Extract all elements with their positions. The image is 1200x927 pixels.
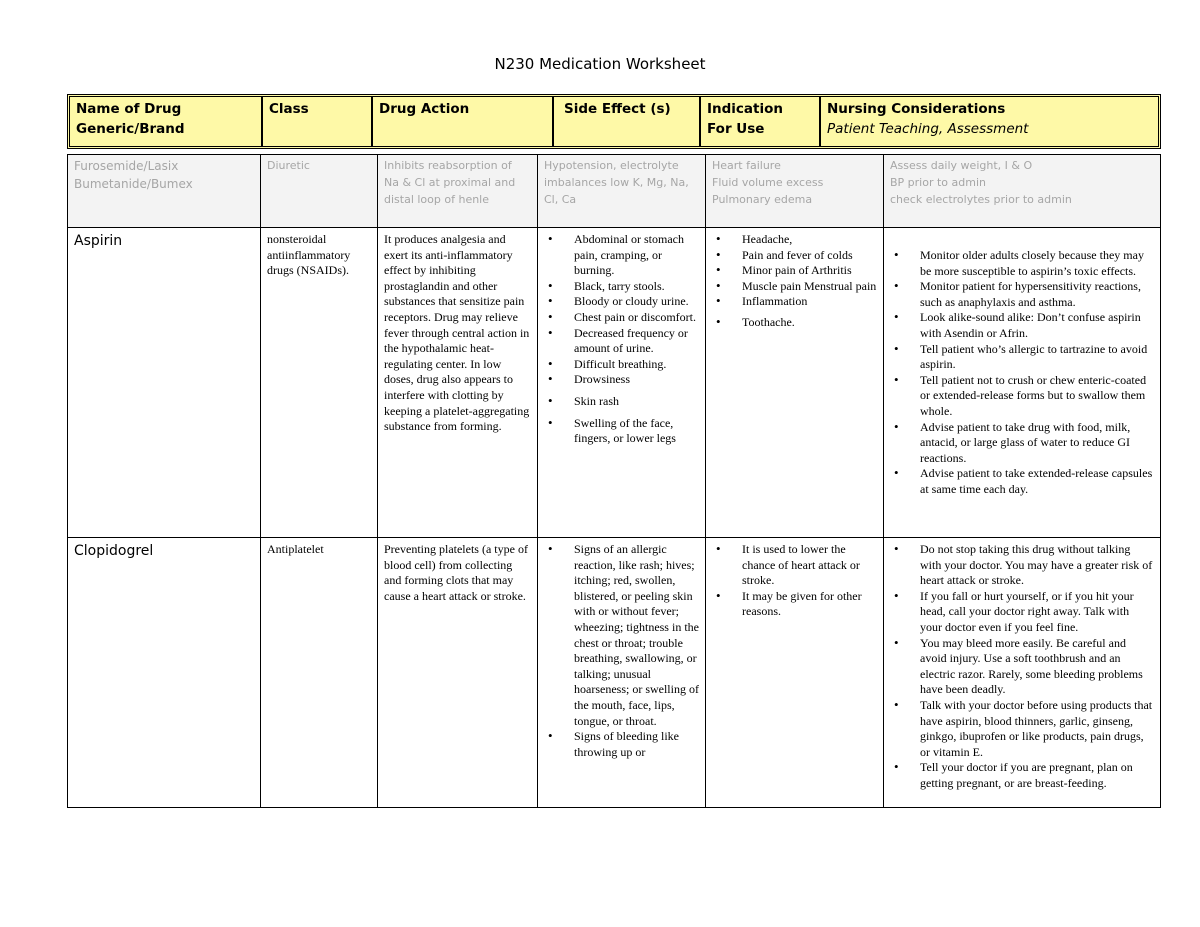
side-effects-list [544,232,699,447]
list-item: • Tell patient not to crush or chew enteric-coated or extended-release forms but to swallow them whole. [890,373,1154,420]
drug-name-clopidogrel: Clopidogrel [68,538,261,807]
list-item: • If you fall or hurt yourself, or if you hit your head, call your doctor right away. Talk with your doctor even if you feel fine. [890,589,1154,636]
list-item: • Bloody or cloudy urine. [544,294,699,310]
nursing-clopidogrel [884,538,1160,807]
header-name-line1: Name of Drug [76,101,182,117]
sample-side-effects [538,155,706,227]
list-item: • Tell patient who’s allergic to tartrazine to avoid aspirin. [890,342,1154,373]
indication-list [712,542,877,620]
sample-side-line: Hypotension, electrolyte [544,159,679,172]
sample-indication [706,155,884,227]
indication-aspirin [706,228,884,537]
table-row-clopidogrel [68,538,1160,807]
sample-indication-line: Heart failure [712,159,781,172]
table-header [67,94,1161,149]
sample-class: Diuretic [261,155,378,227]
list-item: • Do not stop taking this drug without talking with your doctor. You may have a greater risk of heart attack or stroke. [890,542,1154,589]
header-name-line2: Generic/Brand [76,121,185,137]
header-nursing-subtitle: Patient Teaching, Assessment [827,121,1029,137]
list-item: • Pain and fever of colds [712,248,877,264]
sample-nursing-line: BP prior to admin [890,176,986,189]
side-effects-clopidogrel [538,538,706,807]
list-item: • Signs of bleeding like throwing up or [544,729,699,760]
header-indication [701,97,821,146]
header-side-effects: Side Effect (s) [554,97,701,146]
list-item: • Advise patient to take drug with food, milk, antacid, or large glass of water to reduce GI reactions. [890,420,1154,467]
list-item: • Headache, [712,232,877,248]
indication-list [712,232,877,331]
sample-name-line: Furosemide/Lasix [74,159,179,173]
header-indication-line1: Indication [707,101,784,117]
drug-class-aspirin: nonsteroidal antiinflammatory drugs (NSAIDs). [261,228,378,537]
list-item: • It may be given for other reasons. [712,589,877,620]
sample-drug-name [68,155,261,227]
list-item: • Tell your doctor if you are pregnant, plan on getting pregnant, or are breast-feeding. [890,760,1154,791]
header-name-of-drug [70,97,263,146]
list-item: • Difficult breathing. [544,357,699,373]
list-item: • Decreased frequency or amount of urine. [544,326,699,357]
list-item: • Advise patient to take extended-release capsules at same time each day. [890,466,1154,497]
sample-indication-line: Pulmonary edema [712,193,813,206]
list-item: • Signs of an allergic reaction, like rash; hives; itching; red, swollen, blistered, or peeling skin with or without fever; wheezing; tightness in the chest or throat; trouble breathing, swallowing, or talking; unusual hoarseness; or swelling of the mouth, face, lips, tongue, or throat. [544,542,699,729]
header-drug-action: Drug Action [373,97,554,146]
list-item: • Monitor older adults closely because they may be more susceptible to aspirin’s toxic effects. [890,248,1154,279]
list-item: • Muscle pain Menstrual pain [712,279,877,295]
list-item: • Swelling of the face, fingers, or lower legs [544,416,699,447]
list-item: • Toothache. [712,315,877,331]
sample-action-line: Na & Cl at proximal and [384,176,516,189]
page-title: N230 Medication Worksheet [494,55,706,73]
header-nursing-considerations [821,97,1158,146]
list-item: • Skin rash [544,394,699,410]
table-row-sample [68,155,1160,228]
sample-action-line: Inhibits reabsorption of [384,159,512,172]
list-item: • Minor pain of Arthritis [712,263,877,279]
list-item: • It is used to lower the chance of heart attack or stroke. [712,542,877,589]
sample-nursing-line: Assess daily weight, I & O [890,159,1033,172]
nursing-list [890,542,1154,792]
list-item: • Chest pain or discomfort. [544,310,699,326]
side-effects-list [544,542,699,760]
list-item: • Drowsiness [544,372,699,388]
list-item: • Abdominal or stomach pain, cramping, or burning. [544,232,699,279]
sample-side-line: imbalances low K, Mg, Na, [544,176,689,189]
table-row-aspirin [68,228,1160,538]
list-item: • You may bleed more easily. Be careful and avoid injury. Use a soft toothbrush and an electric razor. Rarely, some bleeding problems have been deadly. [890,636,1154,698]
drug-class-clopidogrel: Antiplatelet [261,538,378,807]
drug-action-aspirin: It produces analgesia and exert its anti-inflammatory effect by inhibiting prostaglandin and other substances that sensitize pain receptors. Drug may relieve fever through central action in the hypothalamic heat-regulating center. In low doses, drug also appears to interfere with clotting by keeping a platelet-aggregating substance from forming. [378,228,538,537]
list-item: • Black, tarry stools. [544,279,699,295]
header-nursing-title: Nursing Considerations [827,101,1006,117]
sample-name-line: Bumetanide/Bumex [74,177,193,191]
drug-name-aspirin: Aspirin [68,228,261,537]
sample-nursing-line: check electrolytes prior to admin [890,193,1072,206]
side-effects-aspirin [538,228,706,537]
list-item: • Look alike-sound alike: Don’t confuse aspirin with Asendin or Afrin. [890,310,1154,341]
indication-clopidogrel [706,538,884,807]
header-class: Class [263,97,373,146]
list-item: • Talk with your doctor before using products that have aspirin, blood thinners, garlic, ginseng, ginkgo, ibuprofen or like products, pain drugs, or vitamin E. [890,698,1154,760]
sample-drug-action [378,155,538,227]
nursing-aspirin [884,228,1160,537]
drug-action-clopidogrel: Preventing platelets (a type of blood cell) from collecting and forming clots that may cause a heart attack or stroke. [378,538,538,807]
sample-action-line: distal loop of henle [384,193,490,206]
medication-table [67,154,1161,808]
sample-side-line: Cl, Ca [544,193,577,206]
nursing-list [890,248,1154,498]
sample-nursing [884,155,1160,227]
header-indication-line2: For Use [707,121,765,137]
sample-indication-line: Fluid volume excess [712,176,824,189]
list-item: • Monitor patient for hypersensitivity reactions, such as anaphylaxis and asthma. [890,279,1154,310]
list-item: • Inflammation [712,294,877,310]
